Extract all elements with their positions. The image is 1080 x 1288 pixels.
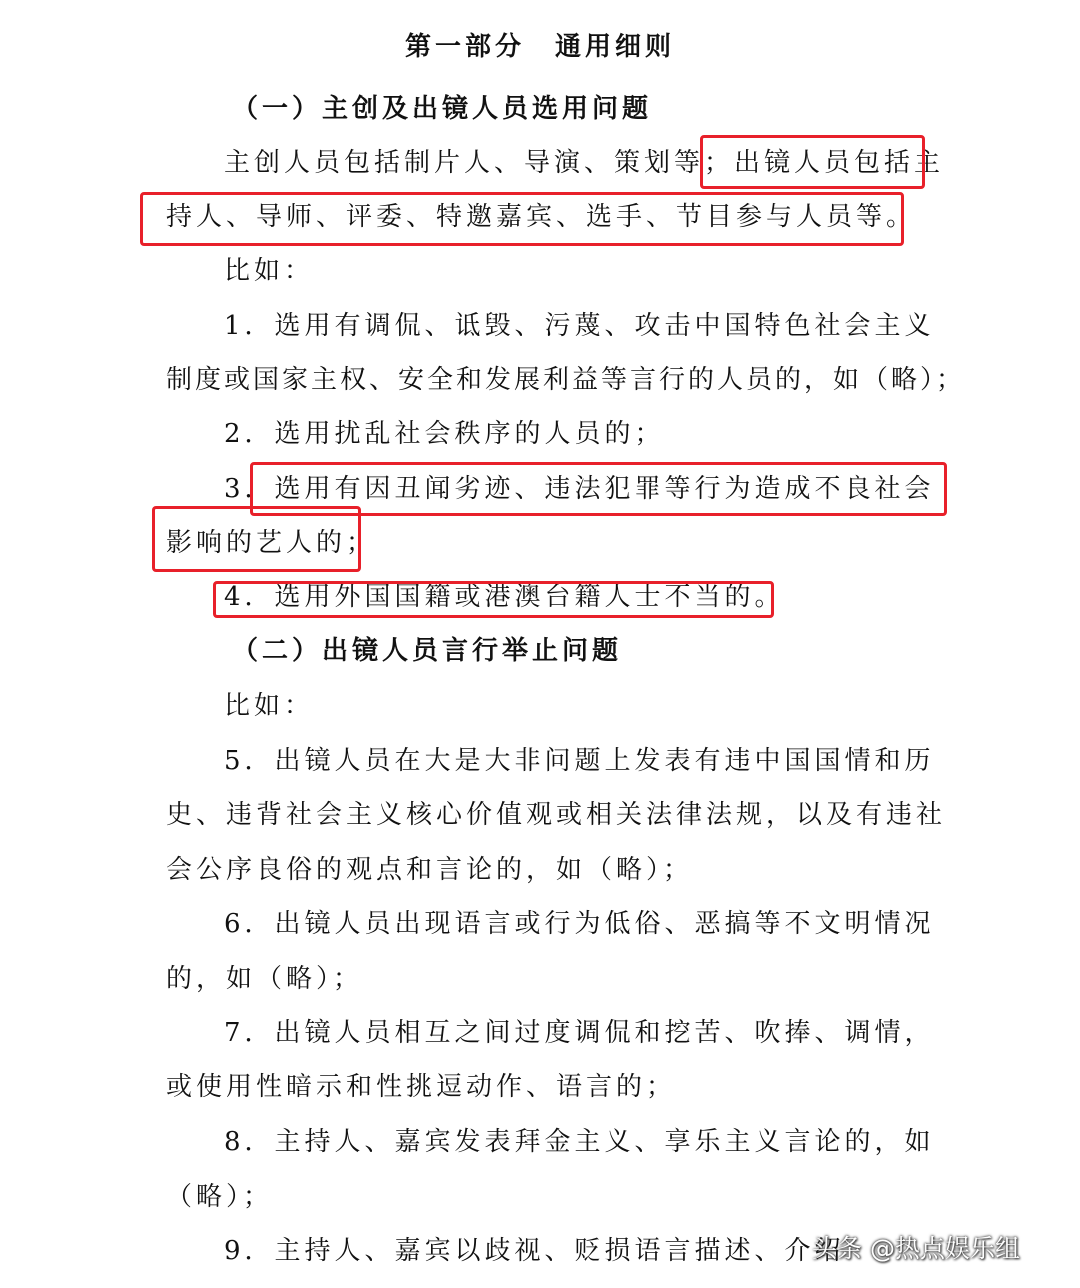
list-item: 4．选用外国国籍或港澳台籍人士不当的。 [224,582,785,612]
list-item: 7．出镜人员相互之间过度调侃和挖苦、吹捧、调情， [224,1018,935,1048]
paragraph-line: 史、违背社会主义核心价值观或相关法律法规，以及有违社 [166,800,947,830]
paragraph-line: （略）； [166,1182,274,1212]
paragraph-line: 会公序良俗的观点和言论的，如（略）； [166,855,694,885]
page-title: 第一部分 通用细则 [404,32,675,62]
list-item: 8．主持人、嘉宾发表拜金主义、享乐主义言论的，如 [224,1127,935,1157]
paragraph-line: 制度或国家主权、安全和发展利益等言行的人员的，如（略）； [166,365,966,395]
paragraph-line: 比如： [224,691,315,721]
list-item: 5．出镜人员在大是大非问题上发表有违中国国情和历 [224,746,935,776]
list-item: 1．选用有调侃、诋毁、污蔑、攻击中国特色社会主义 [224,311,935,341]
paragraph-line: 的，如（略）； [166,964,364,994]
paragraph-line: 或使用性暗示和性挑逗动作、语言的； [166,1072,677,1102]
paragraph-line: 主创人员包括制片人、导演、策划等；出镜人员包括主 [224,148,945,178]
paragraph-line: 比如： [224,256,315,286]
list-item: 9．主持人、嘉宾以歧视、贬损语言描述、介绍 [224,1236,845,1266]
section-heading-1: （一）主创及出镜人员选用问题 [232,94,653,124]
paragraph-line: 持人、导师、评委、特邀嘉宾、选手、节目参与人员等。 [166,202,917,232]
list-item: 2．选用扰乱社会秩序的人员的； [224,419,665,449]
list-item: 3．选用有因丑闻劣迹、违法犯罪等行为造成不良社会 [224,474,935,504]
list-item: 6．出镜人员出现语言或行为低俗、恶搞等不文明情况 [224,909,935,939]
section-heading-2: （二）出镜人员言行举止问题 [232,636,623,666]
paragraph-line: 影响的艺人的； [166,528,377,558]
watermark: 头条 @热点娱乐组 [812,1234,1020,1263]
